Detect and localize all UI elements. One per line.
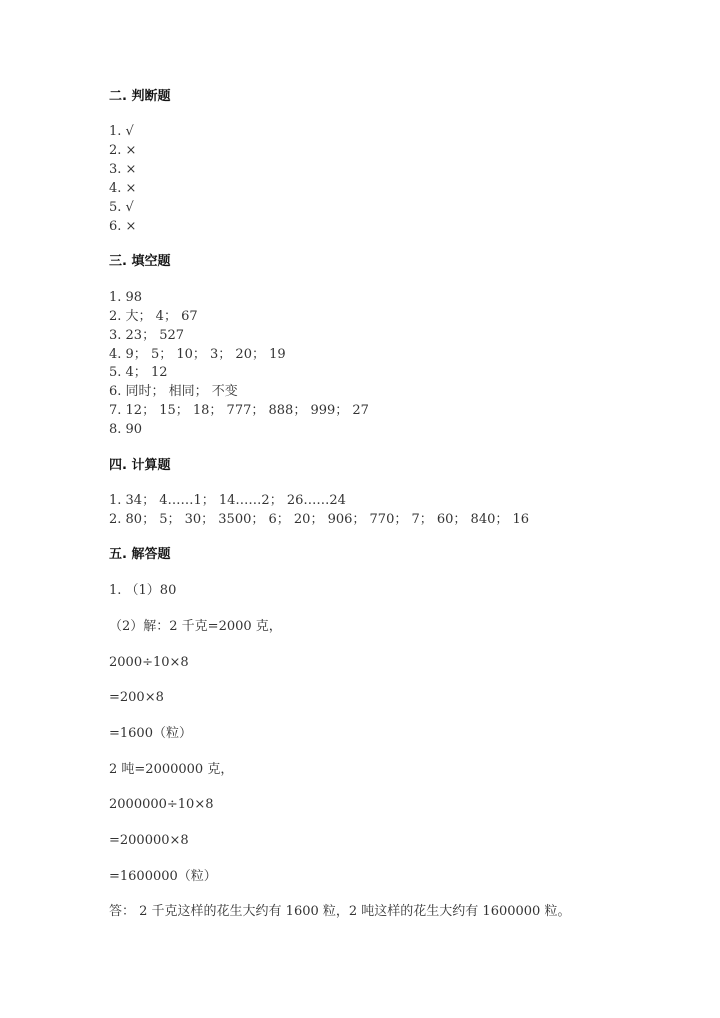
section-heading-judgement: 二. 判断题	[109, 89, 171, 104]
fill-blank-answer-1: 1. 98	[109, 290, 143, 305]
fill-blank-answer-5: 5. 4； 12	[109, 365, 168, 380]
calculation-answer-1: 1. 34； 4……1； 14……2； 26……24	[109, 493, 346, 508]
word-problem-line-6: 2 吨=2000000 克，	[109, 762, 234, 777]
word-problem-line-5: =1600（粒）	[109, 726, 192, 741]
judgement-answer-3: 3. ×	[109, 162, 137, 177]
calculation-answer-2: 2. 80； 5； 30； 3500； 6； 20； 906； 770； 7； 60； 840； 16	[109, 512, 530, 527]
word-problem-line-2: （2）解：2 千克=2000 克，	[109, 619, 282, 634]
fill-blank-answer-8: 8. 90	[109, 422, 143, 437]
section-heading-calculation: 四. 计算题	[109, 458, 171, 473]
fill-blank-answer-4: 4. 9； 5； 10； 3； 20； 19	[109, 347, 286, 362]
section-heading-fill-blank: 三. 填空题	[109, 254, 171, 269]
word-problem-line-4: =200×8	[109, 690, 164, 705]
word-problem-line-7: 2000000÷10×8	[109, 797, 214, 812]
fill-blank-answer-6: 6. 同时； 相同； 不变	[109, 384, 238, 399]
fill-blank-answer-3: 3. 23； 527	[109, 328, 185, 343]
section-heading-word-problems: 五. 解答题	[109, 547, 171, 562]
judgement-answer-6: 6. ×	[109, 219, 137, 234]
judgement-answer-1: 1. √	[109, 124, 134, 139]
judgement-answer-5: 5. √	[109, 200, 134, 215]
word-problem-line-3: 2000÷10×8	[109, 655, 189, 670]
judgement-answer-2: 2. ×	[109, 143, 137, 158]
word-problem-line-8: =200000×8	[109, 833, 189, 848]
word-problem-answer: 答： 2 千克这样的花生大约有 1600 粒，2 吨这样的花生大约有 1600000 粒。	[109, 904, 571, 919]
word-problem-line-1: 1. （1）80	[109, 583, 177, 598]
word-problem-line-9: =1600000（粒）	[109, 869, 217, 884]
judgement-answer-4: 4. ×	[109, 181, 137, 196]
fill-blank-answer-2: 2. 大； 4； 67	[109, 309, 198, 324]
fill-blank-answer-7: 7. 12； 15； 18； 777； 888； 999； 27	[109, 403, 369, 418]
